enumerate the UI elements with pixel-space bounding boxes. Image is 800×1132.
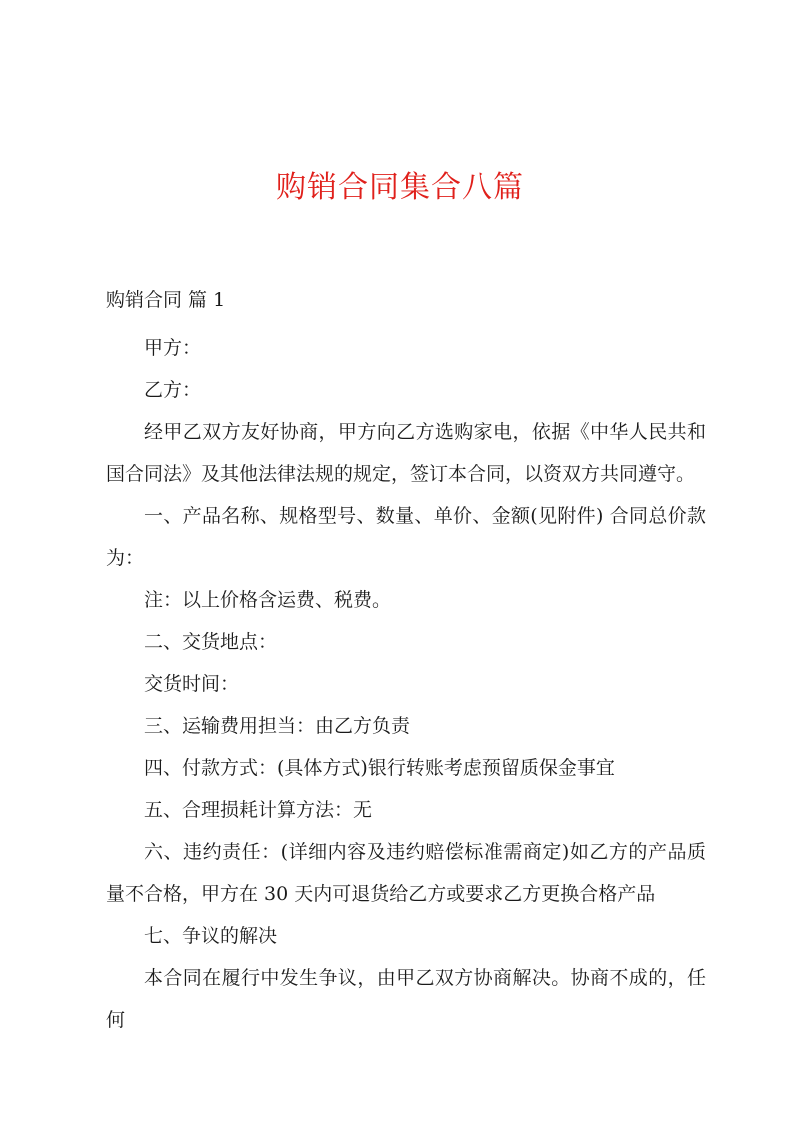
paragraph-dispute: 本合同在履行中发生争议，由甲乙双方协商解决。协商不成的，任何	[106, 967, 706, 1031]
paragraph-clause-6: 六、违约责任：(详细内容及违约赔偿标准需商定)如乙方的产品质量不合格，甲方在 30 天内可退货给乙方或要求乙方更换合格产品	[106, 841, 706, 905]
paragraph-preamble: 经甲乙双方友好协商，甲方向乙方选购家电，依据《中华人民共和国合同法》及其他法律法规的规定，签订本合同，以资双方共同遵守。	[106, 421, 706, 485]
paragraph-clause-1: 一、产品名称、规格型号、数量、单价、金额(见附件) 合同总价款为：	[106, 505, 706, 569]
paragraph-clause-7: 七、争议的解决	[144, 925, 278, 947]
paragraph-clause-4: 四、付款方式：(具体方式)银行转账考虑预留质保金事宜	[144, 757, 615, 779]
paragraph-party-b: 乙方：	[144, 379, 202, 401]
paragraph-clause-2: 二、交货地点：	[144, 631, 278, 653]
document-title: 购销合同集合八篇	[276, 170, 524, 205]
paragraph-note: 注：以上价格含运费、税费。	[144, 589, 392, 611]
paragraph-delivery-time: 交货时间：	[144, 673, 240, 695]
paragraph-party-a: 甲方：	[144, 337, 202, 359]
section-heading: 购销合同 篇 1	[106, 289, 226, 311]
paragraph-clause-5: 五、合理损耗计算方法：无	[144, 799, 373, 821]
paragraph-clause-3: 三、运输费用担当：由乙方负责	[144, 715, 411, 737]
document-body	[106, 327, 706, 1041]
